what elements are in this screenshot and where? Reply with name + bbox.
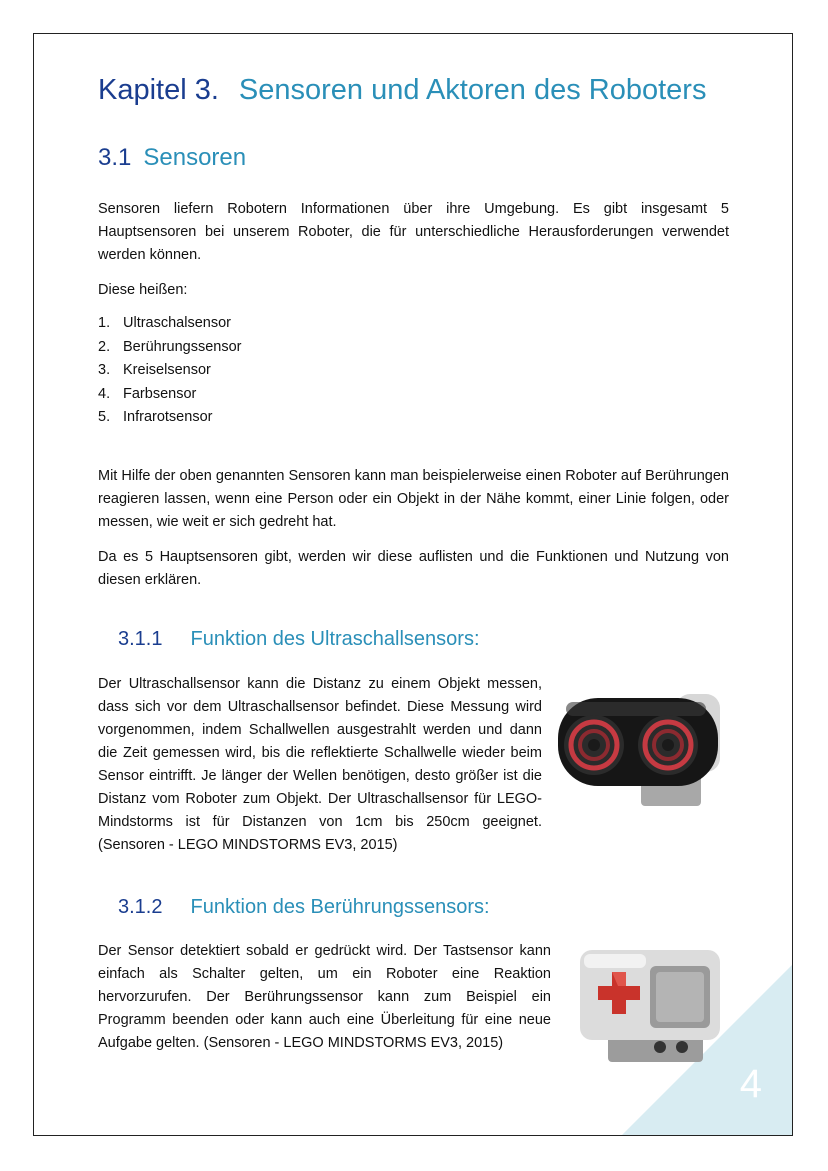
list-item <box>98 359 242 383</box>
subsection-1-title <box>118 628 480 651</box>
chapter-number: Kapitel 3. <box>98 74 219 106</box>
list-item-number: 2. <box>98 338 111 355</box>
section-number: 3.1 <box>98 144 132 171</box>
sensor-eye-right-center <box>662 739 674 751</box>
sensor-highlight <box>566 702 706 716</box>
sensor-base-hole <box>654 1041 666 1053</box>
ultrasonic-sensor-image <box>556 688 726 813</box>
list-item-label: Kreiselsensor <box>123 362 211 378</box>
sensor-side-inset <box>656 972 704 1022</box>
subsection-2-title <box>118 896 490 919</box>
subsection-1-title-text: Funktion des Ultraschallsensors: <box>190 628 480 650</box>
page-number: 4 <box>739 1062 762 1106</box>
list-item-number: 1. <box>98 315 111 331</box>
sensor-base-hole <box>676 1041 688 1053</box>
list-item-label: Berührungssensor <box>123 338 242 355</box>
chapter-title-text: Sensoren und Aktoren des Roboters <box>238 74 707 106</box>
section-title-text: Sensoren <box>143 144 247 171</box>
sensor-list <box>98 312 242 430</box>
subsection-2-title-text: Funktion des Berührungssensors: <box>190 896 490 918</box>
ultrasonic-paragraph: Der Ultraschallsensor kann die Distanz zu einem Objekt messen, dass sich vor dem Ultraschallsensor befindet. Diese Messung wird vorgenommen, indem Schallwellen ausgestrahlt werden und dann die Zeit gemessen wird, bis die reflektierte Schallwelle wieder beim Sensor eintrifft. Je länger der Wellen benötigen, desto größer ist die Distanz vom Roboter zum Objekt. Der Ultraschallsensor für LEGO-Mindstorms ist für Distanzen von 1cm bis 250cm geeignet. (Sensoren - LEGO MINDSTORMS EV3, 2015) <box>98 676 542 853</box>
list-item-number: 5. <box>98 409 111 425</box>
list-item-label: Farbsensor <box>123 385 197 402</box>
list-item <box>98 383 242 407</box>
touch-sensor-image <box>578 944 724 1066</box>
list-intro-paragraph: Da es 5 Hauptsensoren gibt, werden wir diese auflisten und die Funktionen und Nutzung von diesen erklären. <box>98 549 729 588</box>
section-title <box>98 144 246 172</box>
list-item <box>98 406 242 430</box>
list-item-number: 4. <box>98 385 111 402</box>
list-item-label: Ultraschalsensor <box>123 315 231 331</box>
sensor-eye-left-center <box>588 739 600 751</box>
touch-paragraph: Der Sensor detektiert sobald er gedrückt wird. Der Tastsensor kann einfach als Schalter gelten, um ein Roboter eine Reaktion hervorzurufen. Der Berührungssensor kann zum Beispiel ein Programm beenden oder kann auch eine Überleitung für eine neue Aufgabe gelten. (Sensoren - LEGO MINDSTORMS EV3, 2015) <box>98 943 551 1051</box>
sensor-top-highlight <box>584 954 646 968</box>
intro-paragraph: Sensoren liefern Robotern Informationen über ihre Umgebung. Es gibt insgesamt 5 Hauptsensoren bei unserem Roboter, die für unterschiedliche Herausforderungen verwendet werden können. <box>98 201 729 263</box>
chapter-title <box>98 74 706 107</box>
subsection-1-number: 3.1.1 <box>118 628 163 650</box>
list-item-label: Infrarotsensor <box>123 409 213 425</box>
list-item-number: 3. <box>98 362 111 378</box>
list-item <box>98 336 242 360</box>
list-item <box>98 312 242 336</box>
usage-paragraph: Mit Hilfe der oben genannten Sensoren kann man beispielerweise einen Roboter auf Berührungen reagieren lassen, wenn eine Person oder ein Objekt in der Nähe kommt, einer Linie folgen, oder messen, wie weit er sich gedreht hat. <box>98 468 729 530</box>
list-heading: Diese heißen: <box>98 282 188 298</box>
subsection-2-number: 3.1.2 <box>118 896 163 918</box>
